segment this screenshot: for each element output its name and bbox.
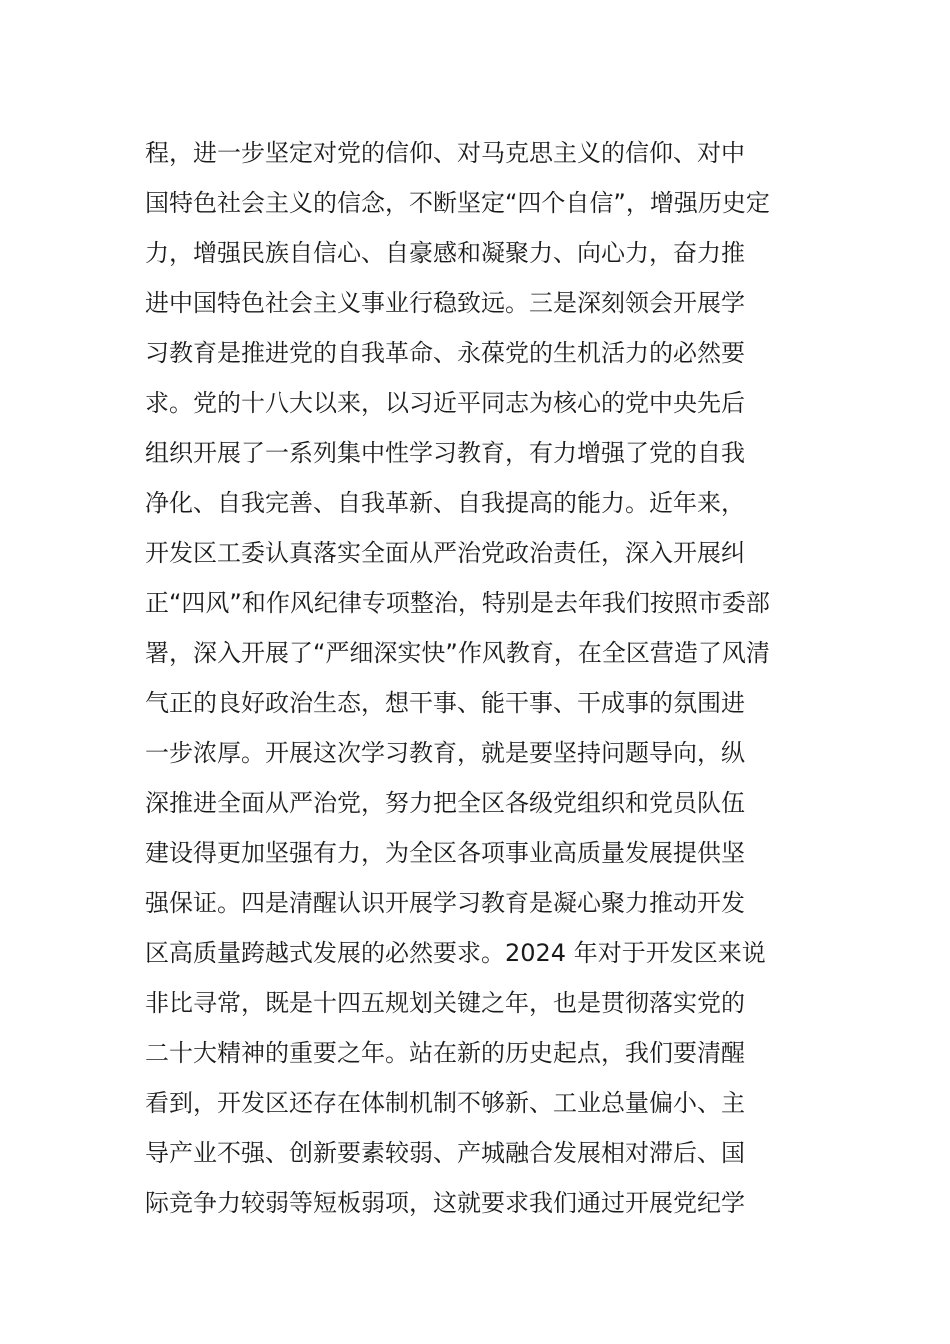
text-line-6: 求。党的十八大以来，以习近平同志为核心的党中央先后 — [145, 389, 745, 417]
text-line-15: 建设得更加坚强有力，为全区各项事业高质量发展提供坚 — [145, 839, 745, 867]
text-line-9: 开发区工委认真落实全面从严治党政治责任，深入开展纠 — [145, 539, 745, 567]
text-line-5: 习教育是推进党的自我革命、永葆党的生机活力的必然要 — [145, 339, 745, 367]
text-line-20: 看到，开发区还存在体制机制不够新、工业总量偏小、主 — [145, 1089, 745, 1117]
text-line-2: 国特色社会主义的信念，不断坚定“四个自信”，增强历史定 — [145, 189, 770, 217]
text-line-22: 际竞争力较弱等短板弱项，这就要求我们通过开展党纪学 — [145, 1189, 745, 1217]
text-line-4: 进中国特色社会主义事业行稳致远。三是深刻领会开展学 — [145, 289, 745, 317]
text-line-1: 程，进一步坚定对党的信仰、对马克思主义的信仰、对中 — [145, 139, 745, 167]
text-line-21: 导产业不强、创新要素较弱、产城融合发展相对滞后、国 — [145, 1139, 745, 1167]
text-line-18: 非比寻常，既是十四五规划关键之年，也是贯彻落实党的 — [145, 989, 745, 1017]
text-line-8: 净化、自我完善、自我革新、自我提高的能力。近年来， — [145, 489, 745, 517]
text-line-12: 气正的良好政治生态，想干事、能干事、干成事的氛围进 — [145, 689, 745, 717]
body-paragraph — [145, 128, 825, 1228]
text-line-3: 力，增强民族自信心、自豪感和凝聚力、向心力，奋力推 — [145, 239, 745, 267]
text-line-13: 一步浓厚。开展这次学习教育，就是要坚持问题导向，纵 — [145, 739, 745, 767]
text-line-14: 深推进全面从严治党，努力把全区各级党组织和党员队伍 — [145, 789, 745, 817]
text-line-11: 署，深入开展了“严细深实快”作风教育，在全区营造了风清 — [145, 639, 770, 667]
text-line-19: 二十大精神的重要之年。站在新的历史起点，我们要清醒 — [145, 1039, 745, 1067]
text-line-7: 组织开展了一系列集中性学习教育，有力增强了党的自我 — [145, 439, 745, 467]
text-line-17: 区高质量跨越式发展的必然要求。2024 年对于开发区来说 — [145, 939, 766, 967]
text-line-16: 强保证。四是清醒认识开展学习教育是凝心聚力推动开发 — [145, 889, 745, 917]
text-line-10: 正“四风”和作风纪律专项整治，特别是去年我们按照市委部 — [145, 589, 770, 617]
